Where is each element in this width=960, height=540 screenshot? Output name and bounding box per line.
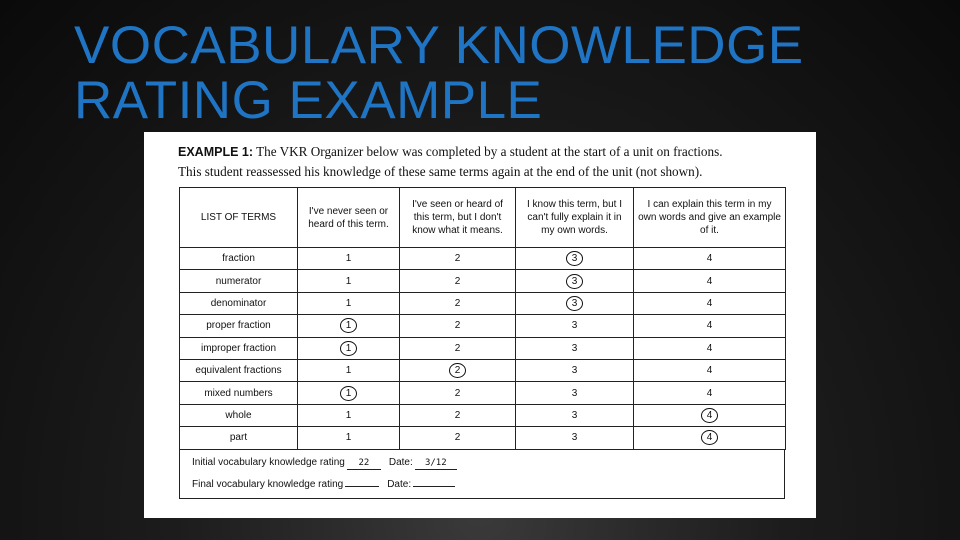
circled-rating: 2 (449, 363, 466, 378)
rating-value: 2 (454, 253, 461, 265)
rating-cell (516, 270, 634, 292)
rating-cell (516, 292, 634, 314)
table-row (180, 382, 786, 404)
vkr-document-image (144, 132, 816, 518)
table-row (180, 404, 786, 426)
slide-title (74, 18, 934, 128)
term-cell: part (180, 427, 298, 449)
rating-cell (516, 404, 634, 426)
rating-value: 2 (454, 275, 461, 287)
rating-cell (516, 337, 634, 359)
example-intro-text-1: The VKR Organizer below was completed by a student at the start of a unit on fractions. (253, 144, 723, 159)
rating-cell (400, 270, 516, 292)
rating-value: 2 (454, 342, 461, 354)
rating-cell (298, 337, 400, 359)
rating-cell (634, 248, 786, 270)
term-cell: numerator (180, 270, 298, 292)
term-cell: mixed numbers (180, 382, 298, 404)
rating-value: 1 (345, 253, 352, 265)
table-body (180, 248, 786, 450)
initial-rating-value: 22 (347, 458, 381, 470)
term-cell: denominator (180, 292, 298, 314)
final-date-label: Date: (387, 479, 412, 490)
rating-value: 3 (571, 342, 578, 354)
rating-value: 4 (706, 253, 713, 265)
rating-cell (400, 404, 516, 426)
rating-value: 2 (454, 432, 461, 444)
table-row (180, 337, 786, 359)
rating-value: 3 (571, 320, 578, 332)
term-cell: whole (180, 404, 298, 426)
rating-value: 4 (706, 297, 713, 309)
final-rating-label: Final vocabulary knowledge rating (192, 479, 344, 490)
circled-rating: 1 (340, 341, 357, 356)
table-header-row (180, 188, 786, 248)
column-header-rating-1: I've never seen or heard of this term. (298, 188, 400, 248)
rating-cell (298, 359, 400, 381)
rating-cell (400, 427, 516, 449)
term-cell: improper fraction (180, 337, 298, 359)
rating-value: 3 (571, 409, 578, 421)
example-label: EXAMPLE 1: (178, 145, 254, 159)
rating-value: 2 (454, 387, 461, 399)
rating-cell (516, 248, 634, 270)
rating-value: 3 (571, 432, 578, 444)
table-row (180, 359, 786, 381)
term-cell: fraction (180, 248, 298, 270)
rating-cell (634, 292, 786, 314)
vkr-organizer-table (179, 187, 786, 450)
circled-rating: 4 (701, 430, 718, 445)
rating-cell (516, 427, 634, 449)
circled-rating: 1 (340, 318, 357, 333)
rating-cell (400, 315, 516, 337)
slide-title-line-2: RATING EXAMPLE (74, 71, 543, 130)
column-header-terms: LIST OF TERMS (180, 188, 298, 248)
rating-cell (400, 337, 516, 359)
rating-value: 2 (454, 320, 461, 332)
rating-value: 1 (345, 432, 352, 444)
rating-value: 1 (345, 297, 352, 309)
initial-date-value: 3/12 (415, 458, 457, 470)
rating-value: 1 (345, 365, 352, 377)
rating-value: 2 (454, 409, 461, 421)
rating-cell (400, 359, 516, 381)
rating-cell (400, 382, 516, 404)
rating-value: 3 (571, 365, 578, 377)
term-cell: proper fraction (180, 315, 298, 337)
initial-rating-label: Initial vocabulary knowledge rating (192, 457, 345, 468)
rating-value: 1 (345, 275, 352, 287)
rating-value: 2 (454, 297, 461, 309)
rating-cell (634, 359, 786, 381)
rating-value: 4 (706, 387, 713, 399)
circled-rating: 4 (701, 408, 718, 423)
column-header-rating-4: I can explain this term in my own words and give an example of it. (634, 188, 786, 248)
rating-cell (298, 270, 400, 292)
rating-cell (634, 270, 786, 292)
example-intro-text-2: This student reassessed his knowledge of these same terms again at the end of the unit (not shown). (178, 164, 703, 179)
rating-cell (298, 382, 400, 404)
rating-summary (179, 449, 785, 499)
rating-cell (400, 248, 516, 270)
table-row (180, 270, 786, 292)
rating-cell (634, 404, 786, 426)
table-row (180, 292, 786, 314)
circled-rating: 1 (340, 386, 357, 401)
final-date-value (413, 475, 455, 487)
rating-value: 4 (706, 275, 713, 287)
table-row (180, 427, 786, 449)
rating-value: 4 (706, 365, 713, 377)
column-header-rating-2: I've seen or heard of this term, but I don't know what it means. (400, 188, 516, 248)
rating-value: 4 (706, 342, 713, 354)
rating-value: 3 (571, 387, 578, 399)
slide-title-line-1: VOCABULARY KNOWLEDGE (74, 16, 804, 75)
example-intro (178, 142, 808, 182)
rating-cell (298, 292, 400, 314)
initial-date-label: Date: (388, 457, 413, 468)
rating-cell (516, 315, 634, 337)
rating-cell (298, 404, 400, 426)
initial-rating-line (192, 457, 457, 470)
rating-value: 4 (706, 320, 713, 332)
table-row (180, 315, 786, 337)
rating-cell (516, 382, 634, 404)
rating-cell (516, 359, 634, 381)
final-rating-value (345, 475, 379, 487)
rating-cell (634, 337, 786, 359)
rating-cell (400, 292, 516, 314)
circled-rating: 3 (566, 251, 583, 266)
final-rating-line (192, 475, 455, 490)
rating-cell (298, 427, 400, 449)
column-header-rating-3: I know this term, but I can't fully explain it in my own words. (516, 188, 634, 248)
rating-cell (634, 382, 786, 404)
rating-cell (634, 315, 786, 337)
rating-value: 1 (345, 409, 352, 421)
circled-rating: 3 (566, 274, 583, 289)
table-row (180, 248, 786, 270)
circled-rating: 3 (566, 296, 583, 311)
rating-cell (298, 315, 400, 337)
rating-cell (634, 427, 786, 449)
term-cell: equivalent fractions (180, 359, 298, 381)
rating-cell (298, 248, 400, 270)
